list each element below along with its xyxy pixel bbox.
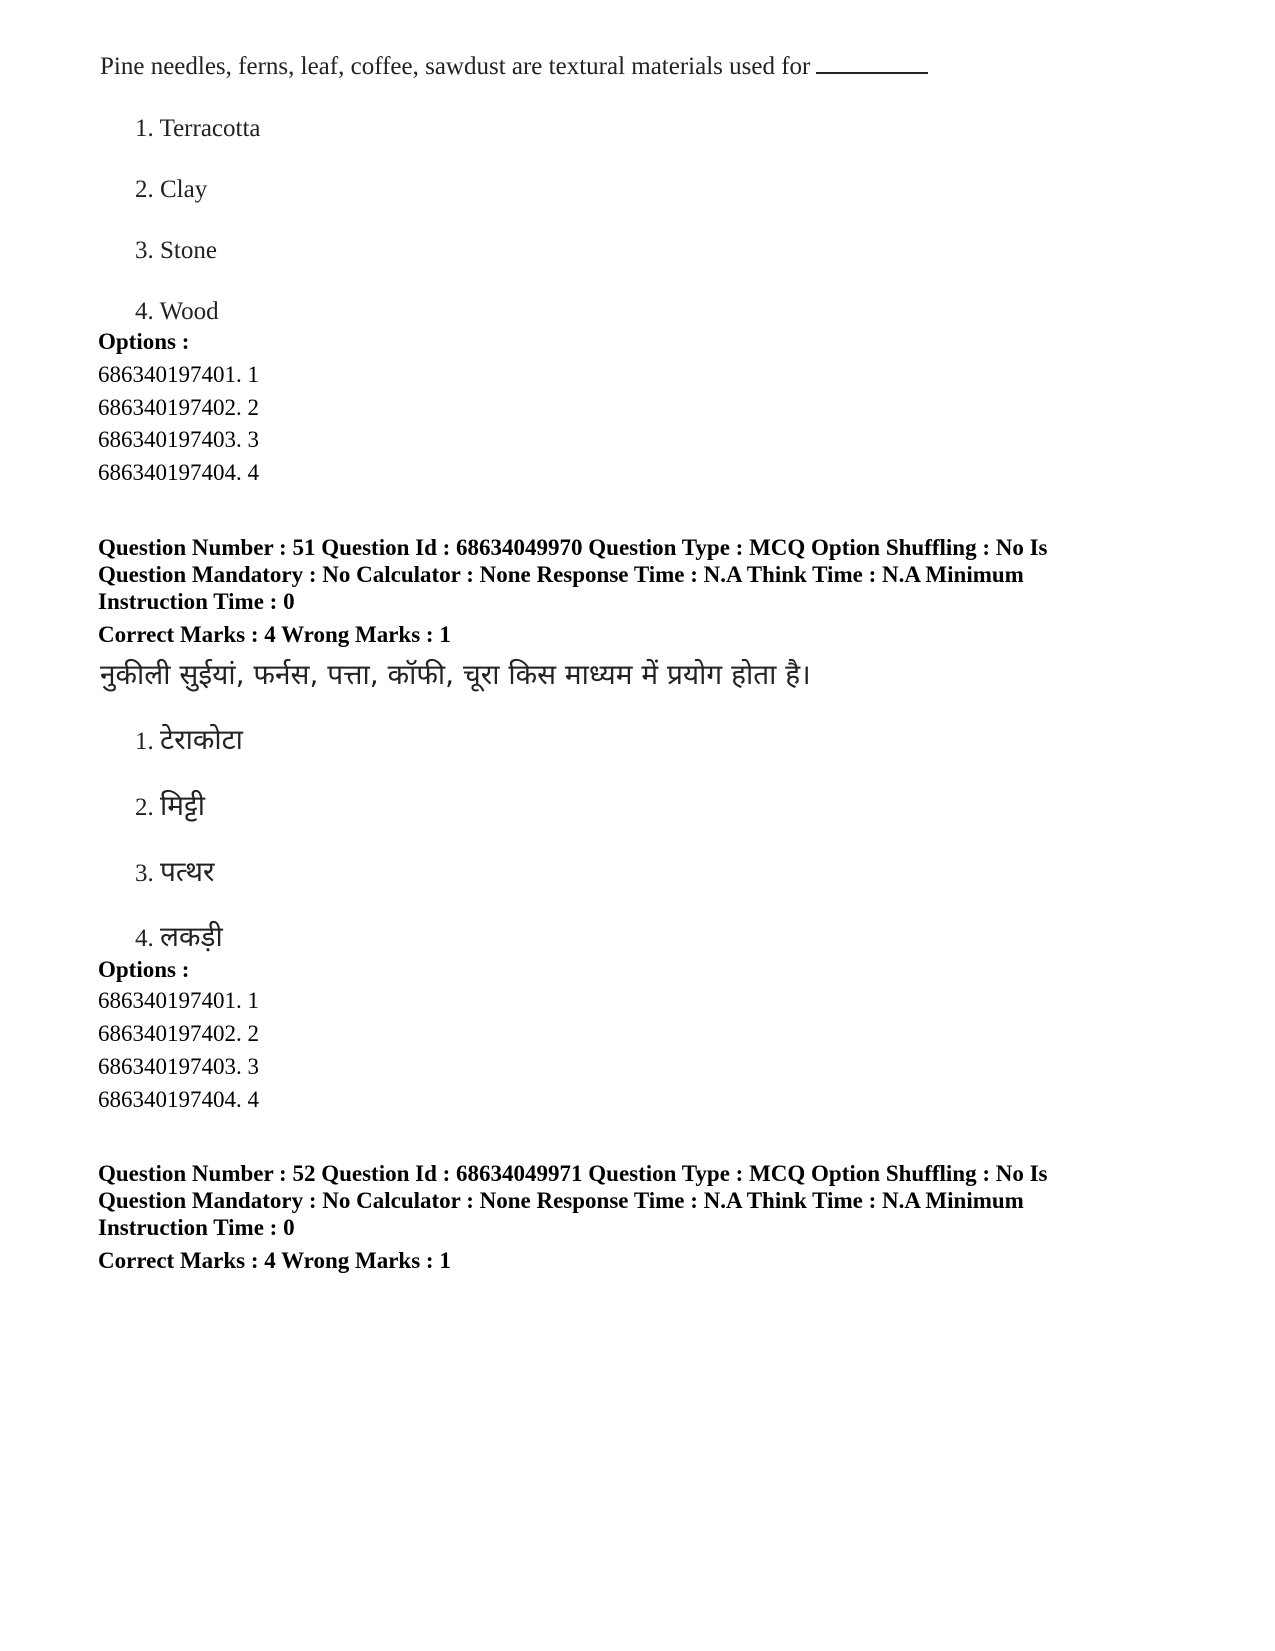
option-id-3: 686340197403. 3 bbox=[98, 427, 259, 452]
question-meta-line: Question Mandatory : No Calculator : None Response Time : N.A Think Time : N.A Minimum bbox=[98, 562, 1024, 587]
option-id-2: 686340197402. 2 bbox=[98, 1021, 259, 1046]
option-id-2: 686340197402. 2 bbox=[98, 395, 259, 420]
option-id-1: 686340197401. 1 bbox=[98, 362, 259, 387]
answer-blank bbox=[816, 52, 928, 74]
options-label: Options : bbox=[98, 957, 190, 982]
question-text-hi: नुकीली सुईयां, फर्नस, पत्ता, कॉफी, चूरा किस माध्यम में प्रयोग होता है। bbox=[100, 658, 811, 691]
question-text-en bbox=[100, 52, 928, 81]
question-text: Pine needles, ferns, leaf, coffee, sawdust are textural materials used for bbox=[100, 53, 811, 80]
choice-1: 1. Terracotta bbox=[135, 115, 261, 142]
marks-line: Correct Marks : 4 Wrong Marks : 1 bbox=[98, 1248, 451, 1273]
choice-4: 4. लकड़ी bbox=[135, 920, 223, 953]
options-label: Options : bbox=[98, 329, 190, 354]
option-id-3: 686340197403. 3 bbox=[98, 1054, 259, 1079]
question-meta-line: Question Number : 52 Question Id : 68634049971 Question Type : MCQ Option Shuffling : No Is bbox=[98, 1161, 1048, 1186]
choice-3: 3. पत्थर bbox=[135, 855, 215, 888]
choice-2: 2. मिट्टी bbox=[135, 789, 205, 822]
choice-3: 3. Stone bbox=[135, 237, 217, 264]
question-meta-line: Instruction Time : 0 bbox=[98, 1215, 295, 1240]
marks-line: Correct Marks : 4 Wrong Marks : 1 bbox=[98, 622, 451, 647]
choice-4: 4. Wood bbox=[135, 298, 219, 325]
option-id-1: 686340197401. 1 bbox=[98, 988, 259, 1013]
option-id-4: 686340197404. 4 bbox=[98, 1087, 259, 1112]
question-meta-line: Question Mandatory : No Calculator : None Response Time : N.A Think Time : N.A Minimum bbox=[98, 1188, 1024, 1213]
question-meta-line: Question Number : 51 Question Id : 68634049970 Question Type : MCQ Option Shuffling : No Is bbox=[98, 535, 1048, 560]
question-meta-line: Instruction Time : 0 bbox=[98, 589, 295, 614]
choice-1: 1. टेराकोटा bbox=[135, 723, 243, 756]
option-id-4: 686340197404. 4 bbox=[98, 460, 259, 485]
choice-2: 2. Clay bbox=[135, 176, 208, 203]
